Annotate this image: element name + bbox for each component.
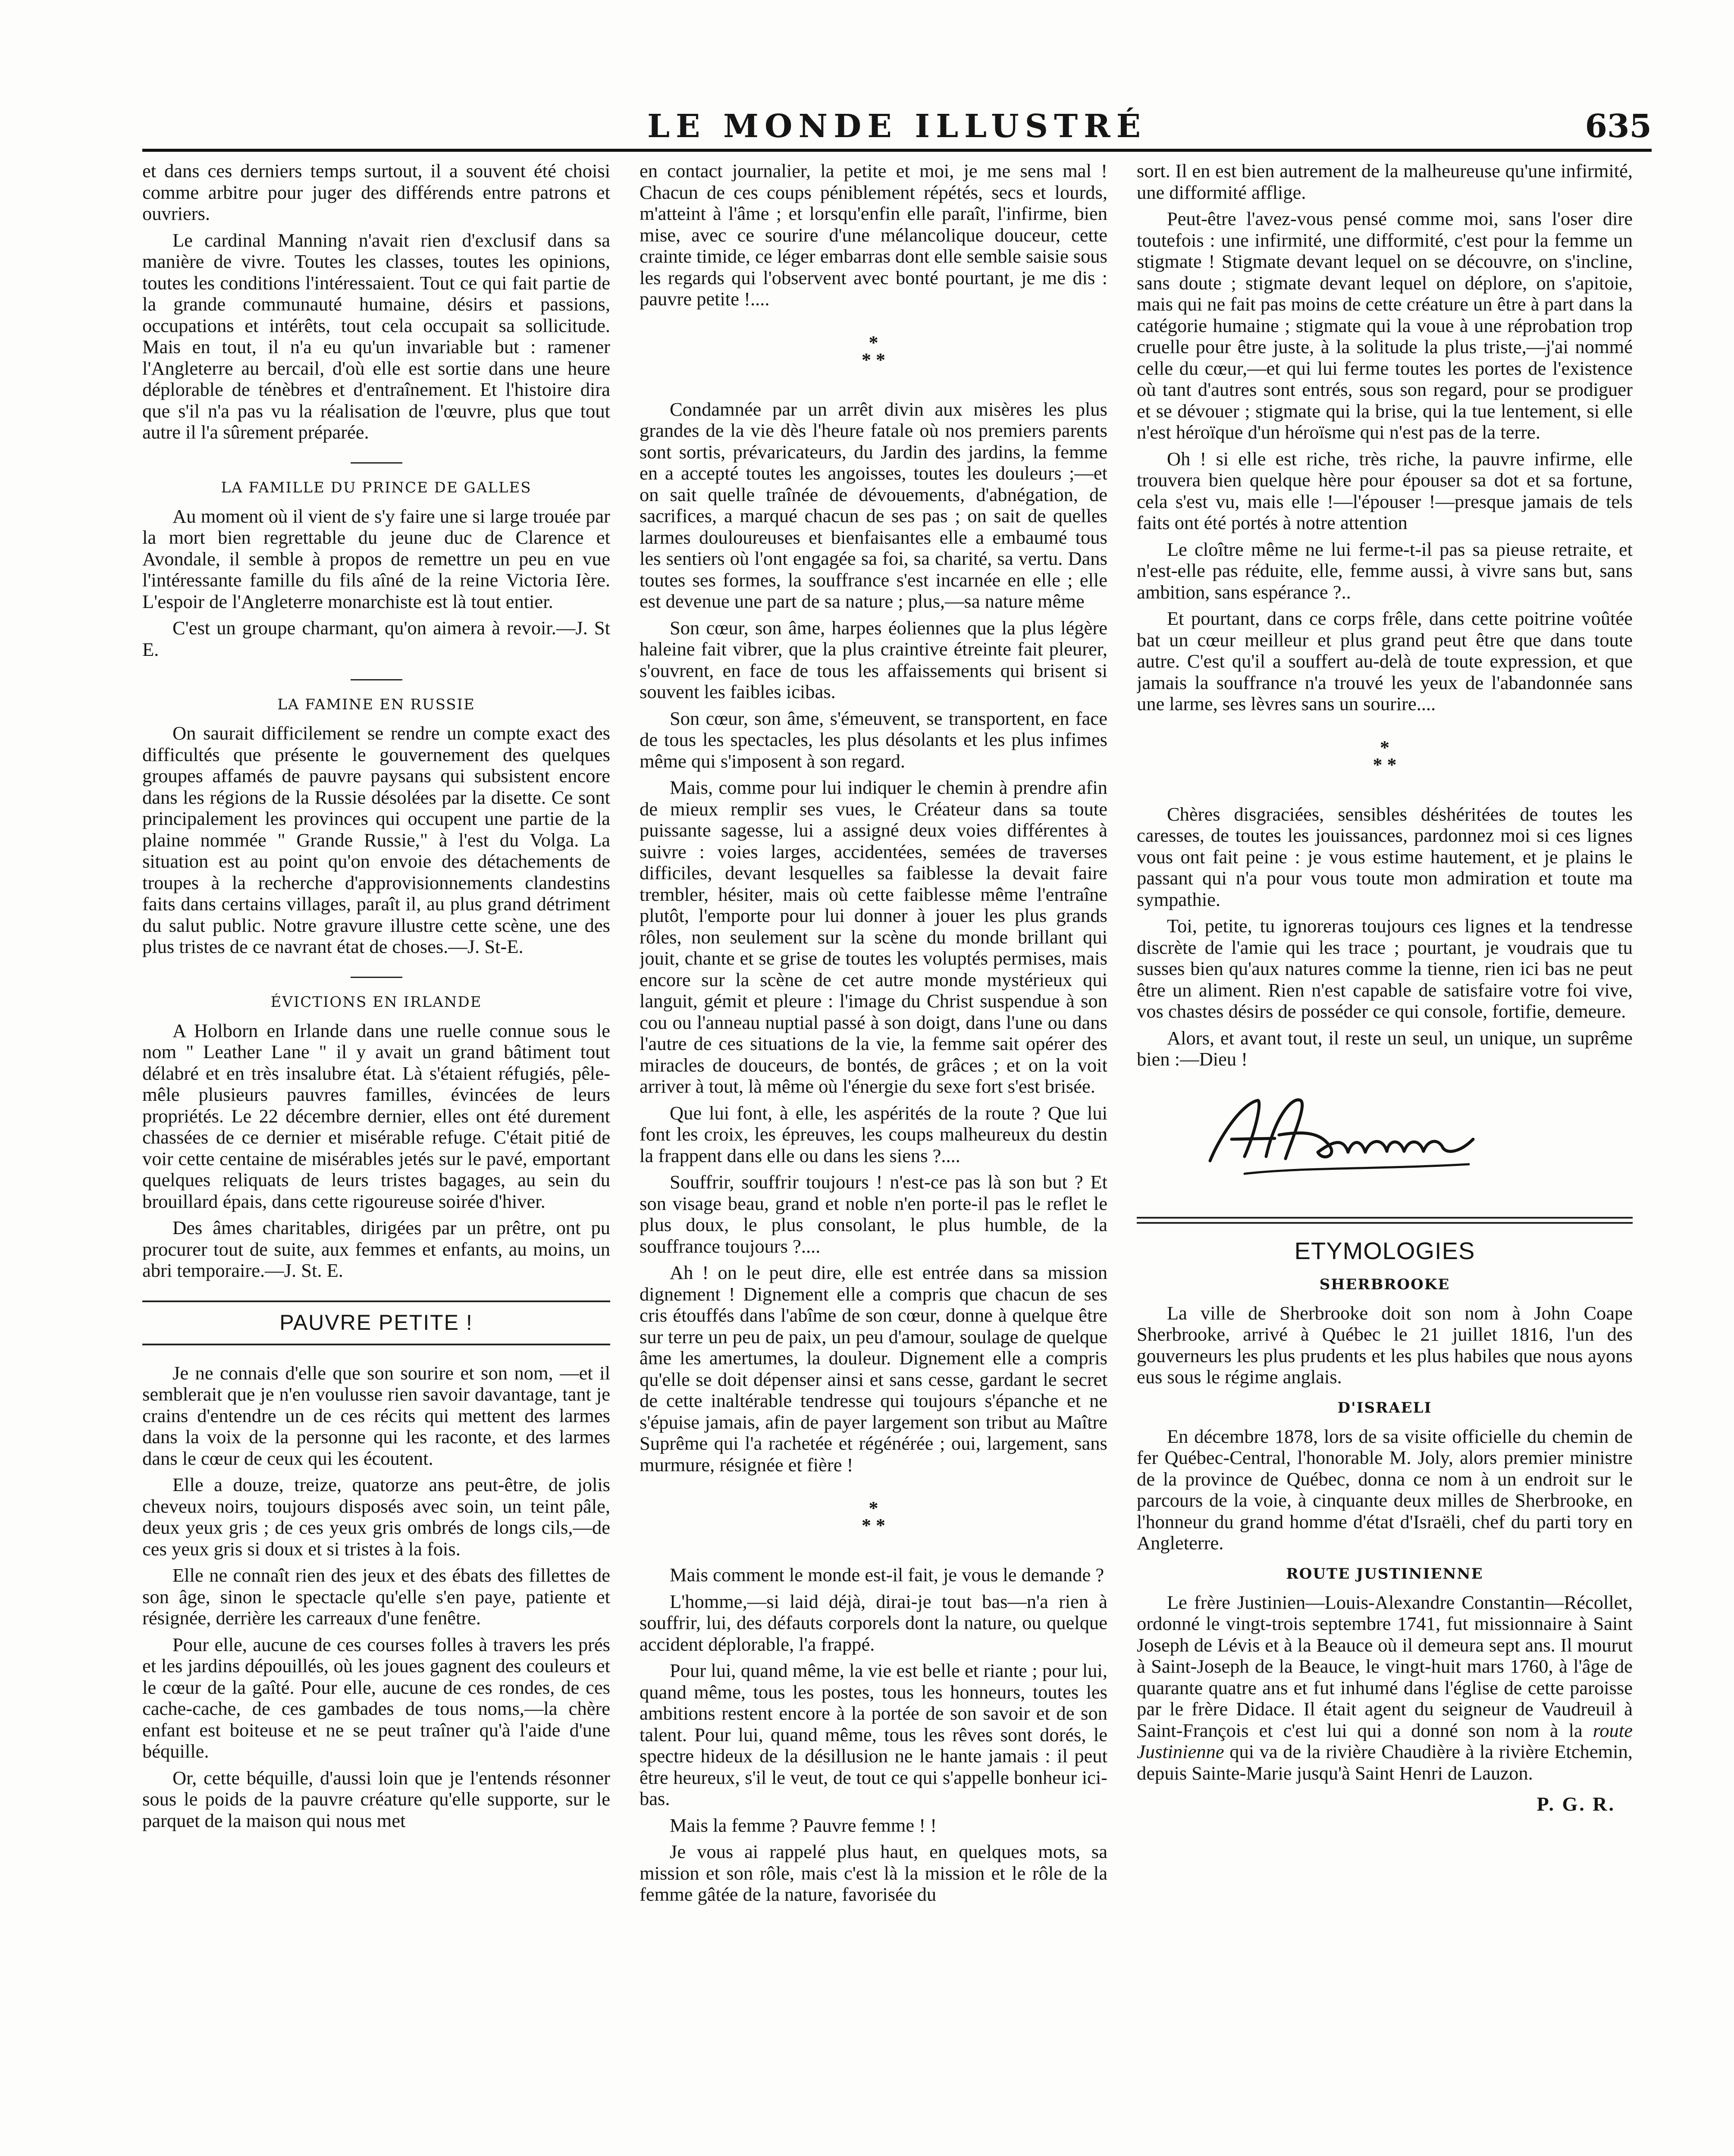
section-heading-evictions: ÉVICTIONS EN IRLANDE <box>270 993 482 1011</box>
column-2 <box>640 160 1107 2156</box>
section-divider <box>351 977 402 978</box>
column-3 <box>1137 160 1633 2156</box>
section-divider <box>351 679 402 680</box>
text-run: Le frère Justinien—Louis-Alexandre Constantin—Récollet, ordonné le vingt-trois septembre 1741, fut missionnaire à Saint Joseph de Lévis et à la Beauce où il demeura sept ans. Il mourut à Saint-Joseph de la Beauce, le vingt-huit mars 1760, à l'âge de quarante quatre ans et fut inhumé dans l'église de cette paroisse par le frère Didace. Il était agent du seigneur de Vaudreuil à Saint-François et c'est lui qui a donné son nom à la <box>1137 1591 1633 1741</box>
paragraph: Que lui font, à elle, les aspérités de la route ? Que lui font les croix, les épreuves, les coups malheureux du destin la frappent dans elle ou dans les siens ?.... <box>640 1102 1107 1166</box>
paragraph: Je ne connais d'elle que son sourire et son nom, —et il semblerait que je n'en voulusse rien savoir davantage, tant je crains d'entendre un de ces récits qui mettent des larmes dans la voix de la personne qui les raconte, et des larmes dans le cœur de ceux qui les écoutent. <box>142 1362 610 1469</box>
paragraph <box>1137 1592 1633 1784</box>
text-run: qui va de la rivière Chaudière à la rivière Etchemin, depuis Sainte-Marie jusqu'à Saint Henri de Lauzon. <box>1137 1741 1633 1784</box>
paragraph: Pour lui, quand même, la vie est belle et riante ; pour lui, quand même, tous les postes, tous les honneurs, toutes les ambitions restent encore à la portée de son savoir et de son talent. Pour lui, quand même, tous les rêves sont dorés, le spectre hideux de la désillusion ne le hante jamais : il peut être heureux, s'il le veut, de tout ce qui s'appelle bonheur ici-bas. <box>640 1660 1107 1809</box>
paragraph: Mais la femme ? Pauvre femme ! ! <box>670 1814 937 1836</box>
paragraph: Peut-être l'avez-vous pensé comme moi, sans l'oser dire toutefois : une infirmité, une difformité, c'est pour la femme un stigmate ! Stigmate devant lequel on se découvre, on s'incline, sans doute ; stigmate devant lequel on déplore, on s'apitoie, mais qui ne fait pas moins de cette créature un être à part dans la catégorie humaine ; stigmate qui la voue à une réprobation trop cruelle pour être juste, à la solitude la plus triste,—j'ai nommé celle du cœur,—et qui lui ferme toutes les portes de l'existence où tant d'autres sont entrés, sous son regard, pour se prodiguer et se dévouer ; stigmate qui la brise, qui la tue lentement, si elle n'est héroïque d'un héroïsme qui n'est pas de la terre. <box>1137 208 1633 443</box>
text-run-italic: route Justinienne <box>1137 1719 1633 1762</box>
paragraph: En décembre 1878, lors de sa visite officielle du chemin de fer Québec-Central, l'honorable M. Joly, alors premier ministre de la province de Québec, donna ce nom à un endroit sur le parcours de la voie, à cinquante deux milles de Sherbrooke, en l'honneur du grand homme d'état d'Israëli, chef du parti tory en Angleterre. <box>1137 1425 1633 1554</box>
asterism-separator: * * * <box>862 1498 885 1536</box>
paragraph: Elle ne connaît rien des jeux et des ébats des fillettes de son âge, sinon le spectacle qu'elle s'en paye, patiente et résignée, derrière les carreaux d'une fenêtre. <box>142 1564 610 1629</box>
paragraph: Le cloître même ne lui ferme-t-il pas sa pieuse retraite, et n'est-elle pas réduite, elle, femme aussi, à vivre sans but, sans ambition, sans espérance ?.. <box>1137 538 1633 603</box>
paragraph: La ville de Sherbrooke doit son nom à John Coape Sherbrooke, arrivé à Québec le 21 juillet 1816, l'un des gouverneurs les plus prudents et les plus habiles que nous ayons eus sous le régime anglais. <box>1137 1302 1633 1388</box>
paragraph: Son cœur, son âme, harpes éoliennes que la plus légère haleine fait vibrer, que la plus craintive étreinte fait pleurer, s'ouvrent, en face de tous les affaissements qui brisent si souvent les faibles icibas. <box>640 617 1107 702</box>
section-heading-famine: LA FAMINE EN RUSSIE <box>277 696 475 713</box>
paragraph: Je vous ai rappelé plus haut, en quelques mots, sa mission et son rôle, mais c'est là la mission et le rôle de la femme gâtée de la nature, favorisée du <box>640 1841 1107 1905</box>
paragraph: Ah ! on le peut dire, elle est entrée dans sa mission dignement ! Dignement elle a compris que chacun de ses cris étouffés dans l'abîme de son cœur, donne à quelque être sur terre un peu de paix, un peu d'amour, soulage de quelque âme les amertumes, la douleur. Dignement elle a compris qu'elle se doit dépenser ainsi et sans cesse, gardant le secret de cette inaltérable tendresse qui toujours s'épanche et ne s'épuise jamais, afin de payer largement son tribut au Maître Suprême qui l'a rachetée et régénérée ; oui, largement, sans murmure, résignée et fière ! <box>640 1262 1107 1476</box>
paragraph: On saurait difficilement se rendre un compte exact des difficultés que présente le gouvernement des quelques groupes affamés de pauvre paysans qui subsistent encore dans les régions de la Russie désolées par la disette. Ce sont principalement les provinces qui occupent une partie de la plaine nommée " Grande Russie," à l'est du Volga. La situation est au point qu'on envoie des détachements de troupes à la recherche d'approvisionnements clandestins faits dans certains villages, paraît il, au plus grand détriment du salut public. Notre gravure illustre cette scène, une des plus tristes de ce navrant état de choses.—J. St-E. <box>142 722 610 957</box>
paragraph: Condamnée par un arrêt divin aux misères les plus grandes de la vie dès l'heure fatale où nos premiers parents sont sortis, prévaricateurs, du Jardin des jardins, la femme en a accepté toutes les angoisses, toutes les douleurs ;—et on sait quelle traînée de dévouements, d'abnégation, de sacrifices, a marqué chacun de ses pas ; on sait de quelles larmes douloureuses et bienfaisantes elle a embaumé tous les sentiers où l'ont engagée sa foi, sa charité, sa vertu. Dans toutes ses formes, la souffrance s'est incarnée en elle ; elle est devenue une part de sa nature ; plus,—sa nature même <box>640 398 1107 612</box>
publication-title: LE MONDE ILLUSTRÉ <box>647 108 1147 145</box>
paragraph: Le cardinal Manning n'avait rien d'exclusif dans sa manière de vivre. Toutes les classes, toutes les opinions, toutes les conditions l'intéressaient. Tout ce qui fait partie de la grande communauté humaine, désirs et passions, occupations et intérêts, tout cela occupait sa sollicitude. Mais en tout, il n'a eu qu'un invariable but : ramener l'Angleterre au bercail, d'où elle est sortie dans une heure déplorable de ténèbres et d'entraînement. Et l'histoire dira que s'il n'a pas vu la réalisation de l'œuvre, plus que tout autre il l'a sûrement préparée. <box>142 229 610 443</box>
asterism-separator: * * * <box>862 332 885 370</box>
signature-icon <box>1193 1087 1495 1187</box>
asterism-separator: * * * <box>1373 736 1397 775</box>
paragraph: Mais comment le monde est-il fait, je vous le demande ? <box>670 1564 1104 1586</box>
paragraph: et dans ces derniers temps surtout, il a souvent été choisi comme arbitre pour juger des différends entre patrons et ouvriers. <box>142 160 610 224</box>
paragraph: Souffrir, souffrir toujours ! n'est-ce pas là son but ? Et son visage beau, grand et noble n'en porte-il pas le reflet le plus doux, le plus consolant, le plus humble, de la souffrance toujours ?.... <box>640 1171 1107 1257</box>
paragraph: L'homme,—si laid déjà, dirai-je tout bas—n'a rien à souffrir, lui, des défauts corporels dont la nature, ou quelque accident déplorable, l'a frappé. <box>640 1590 1107 1655</box>
paragraph: Pour elle, aucune de ces courses folles à travers les prés et les jardins dépouillés, où les joues gagnent des couleurs et le cœur de la gaîté. Pour elle, aucune de ces rondes, de ces cache-cache, de ces gambades de tous noms,—la chère enfant est boiteuse et ne se peut traîner qu'à l'aide d'une béquille. <box>142 1633 610 1762</box>
masthead <box>142 108 1652 147</box>
section-heading-etymologies: ETYMOLOGIES <box>1294 1237 1475 1264</box>
article-title-pauvre-petite: PAUVRE PETITE ! <box>142 1300 610 1345</box>
handwritten-signature <box>1137 1087 1633 1191</box>
paragraph: Son cœur, son âme, s'émeuvent, se transportent, en face de tous les spectacles, les plus désolants et les plus infimes même qui s'imposent à son regard. <box>640 707 1107 772</box>
page-number: 635 <box>1585 108 1652 145</box>
column-1 <box>142 160 610 2156</box>
author-initials: P. G. R. <box>1536 1793 1615 1815</box>
paragraph: A Holborn en Irlande dans une ruelle connue sous le nom " Leather Lane " il y avait un grand bâtiment tout délabré et en très insalubre état. Là s'étaient réfugiés, pêle-mêle plusieurs pauvres familles, évincées de leurs propriétés. Le 22 décembre dernier, elles ont été durement chassées de ce dernier et misérable refuge. C'était pitié de voir cette centaine de misérables jetés sur le pavé, emportant quelques reliquats de leurs tristes bagages, au sein du brouillard épais, dans cette rigoureuse soirée d'hiver. <box>142 1019 610 1212</box>
paragraph: Mais, comme pour lui indiquer le chemin à prendre afin de mieux remplir ses vues, le Créateur dans sa toute puissante sagesse, lui a assigné deux voies différentes à suivre : voies larges, accidentées, semées de traverses difficiles, devant lesquelles sa faiblesse la devait faire trembler, hésiter, mais où cette faiblesse même l'entraîne plutôt, l'emporte pour lui donner à jouer les plus grands rôles, non seulement sur la scène du monde brillant qui jouit, chante et se grise de toutes les voluptés permises, mais encore sur la scène de cet autre monde mystérieux qui languit, gémit et pleure : l'image du Christ suspendue à son cou ou l'anneau nuptial passé à son doigt, dans l'une ou dans l'autre de ces situations de la vie, la femme sait opérer des miracles de douceurs, de bontés, de grâces ; et on la voit arriver à tout, là même où l'énergie du sexe fort s'est brisée. <box>640 777 1107 1097</box>
paragraph: en contact journalier, la petite et moi, je me sens mal ! Chacun de ces coups péniblement répétés, secs et lourds, m'atteint à l'âme ; et lorsqu'enfin elle paraît, l'infirme, bien mise, avec ce sourire d'une mélancolique douceur, cette crainte timide, ce léger embarras dont elle semble saisie sous les regards qui l'observent avec bonté pourtant, je me dis : pauvre petite !.... <box>640 160 1107 310</box>
paragraph: Alors, et avant tout, il reste un seul, un unique, un suprême bien :—Dieu ! <box>1137 1027 1633 1070</box>
header-rule <box>142 149 1652 155</box>
paragraph: sort. Il en est bien autrement de la malheureuse qu'une infirmité, une difformité afflige. <box>1137 160 1633 203</box>
paragraph: Et pourtant, dans ce corps frêle, dans cette poitrine voûtée bat un cœur meilleur et plus grand peut être que dans toute autre. C'est qu'il a souffert au-delà de toute expression, et que jamais la souffrance n'a trouvé les yeux de l'abandonnée sans une larme, ses lèvres sans un sourire.... <box>1137 608 1633 714</box>
paragraph: Toi, petite, tu ignoreras toujours ces lignes et la tendresse discrète de l'amie qui les trace ; pourtant, je voudrais que tu susses bien qu'aux natures comme la tienne, rien ici bas ne peut être un aliment. Rien n'est capable de satisfaire votre foi vive, vos chastes désirs de posséder ce qui console, fortifie, demeure. <box>1137 915 1633 1022</box>
paragraph: Chères disgraciées, sensibles déshéritées de toutes les caresses, de toutes les jouissances, pardonnez moi si ces lignes vous ont fait peine : je vous estime hautement, et je plains le passant qui n'a pour vous toute mon admiration et toute ma sympathie. <box>1137 803 1633 910</box>
section-divider <box>351 462 402 464</box>
paragraph: Elle a douze, treize, quatorze ans peut-être, de jolis cheveux noirs, toujours disposés avec soin, un teint pâle, deux yeux gris ; de ces yeux gris ombrés de longs cils,—de ces yeux gris si doux et si tristes à la fois. <box>142 1474 610 1560</box>
paragraph: Or, cette béquille, d'aussi loin que je l'entends résonner sous le poids de la pauvre créature qu'elle supporte, sur le parquet de la maison qui nous met <box>142 1767 610 1831</box>
paragraph: Au moment où il vient de s'y faire une si large trouée par la mort bien regrettable du jeune duc de Clarence et Avondale, il semble à propos de remettre un peu en vue l'intéressante famille du fils aîné de la reine Victoria Ière. L'espoir de l'Angleterre monarchiste est là tout entier. <box>142 505 610 612</box>
subheading-disraeli: D'ISRAELI <box>1337 1399 1432 1416</box>
section-heading-famille: LA FAMILLE DU PRINCE DE GALLES <box>221 479 532 496</box>
paragraph: C'est un groupe charmant, qu'on aimera à revoir.—J. St E. <box>142 617 610 660</box>
subheading-route-justinienne: ROUTE JUSTINIENNE <box>1286 1565 1483 1583</box>
section-divider-double <box>1137 1217 1633 1224</box>
paragraph: Des âmes charitables, dirigées par un prêtre, ont pu procurer tout de suite, aux femmes et enfants, au moins, un abri temporaire.—J. St. E. <box>142 1217 610 1281</box>
subheading-sherbrooke: SHERBROOKE <box>1319 1275 1450 1293</box>
paragraph: Oh ! si elle est riche, très riche, la pauvre infirme, elle trouvera bien quelque hère pour épouser sa dot et sa fortune, cela s'est vu, mais elle !—l'épouser !—presque jamais de tels faits ont été portés à notre attention <box>1137 448 1633 533</box>
